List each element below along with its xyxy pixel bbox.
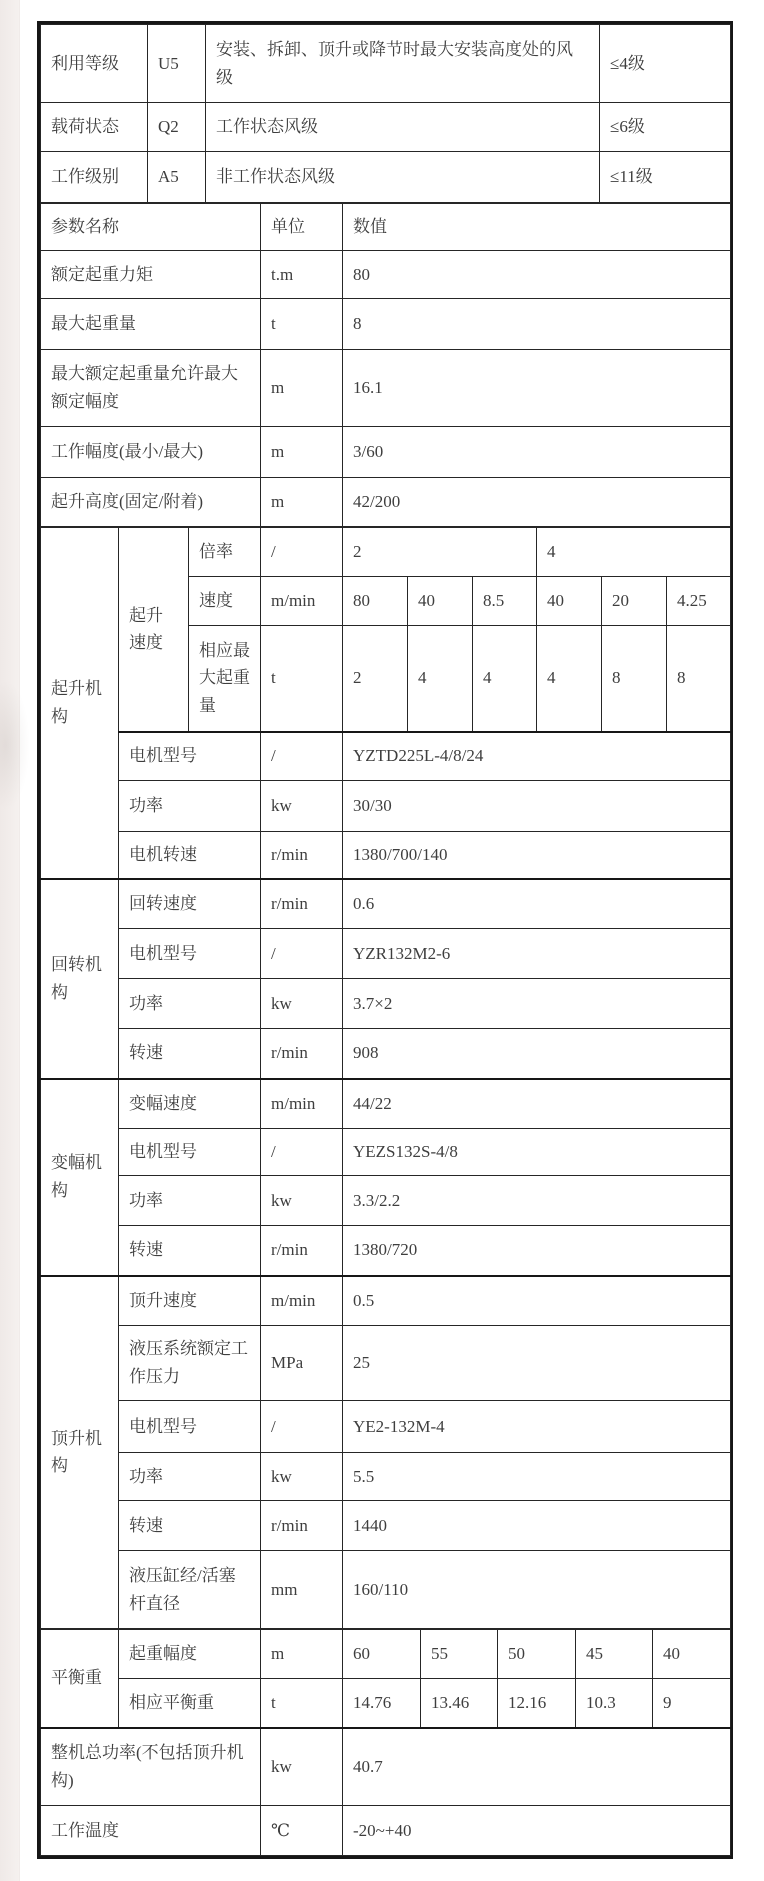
weight-value-cell: 9 bbox=[653, 1679, 731, 1728]
wind-limit-cell: ≤6级 bbox=[600, 103, 731, 152]
unit-cell: ℃ bbox=[261, 1806, 343, 1856]
speed-value-cell: 4.25 bbox=[667, 577, 731, 626]
table-row bbox=[41, 1226, 731, 1276]
param-name-cell: 工作温度 bbox=[41, 1806, 261, 1856]
unit-cell: t bbox=[261, 1679, 343, 1728]
unit-cell: kw bbox=[261, 1453, 343, 1501]
unit-cell: m bbox=[261, 478, 343, 527]
table-row bbox=[41, 478, 731, 527]
table-row bbox=[41, 832, 731, 879]
table-row bbox=[41, 25, 731, 103]
weight-value-cell: 13.46 bbox=[421, 1679, 498, 1728]
value-cell: 30/30 bbox=[343, 781, 731, 832]
value-cell: 80 bbox=[343, 251, 731, 299]
table-row bbox=[41, 1679, 731, 1728]
value-cell: -20~+40 bbox=[343, 1806, 731, 1856]
sub-param-cell: 倍率 bbox=[189, 528, 261, 577]
ratio-left-cell: 2 bbox=[343, 528, 537, 577]
weight-value-cell: 14.76 bbox=[343, 1679, 421, 1728]
table-row bbox=[41, 1501, 731, 1551]
unit-header: 单位 bbox=[261, 204, 343, 251]
param-name-cell: 功率 bbox=[119, 1176, 261, 1226]
unit-cell: kw bbox=[261, 1728, 343, 1806]
unit-cell: / bbox=[261, 528, 343, 577]
value-header: 数值 bbox=[343, 204, 731, 251]
param-name-cell: 回转速度 bbox=[119, 879, 261, 929]
load-value-cell: 2 bbox=[343, 626, 408, 732]
wind-desc-cell: 工作状态风级 bbox=[206, 103, 600, 152]
mechanisms-table bbox=[40, 527, 731, 1629]
unit-cell: m/min bbox=[261, 1276, 343, 1326]
counterweight-table bbox=[40, 1629, 731, 1856]
value-cell: 160/110 bbox=[343, 1551, 731, 1629]
table-row bbox=[41, 427, 731, 478]
ratio-right-cell: 4 bbox=[537, 528, 731, 577]
classification-label-cell: 利用等级 bbox=[41, 25, 148, 103]
weight-value-cell: 12.16 bbox=[498, 1679, 576, 1728]
unit-cell: kw bbox=[261, 781, 343, 832]
value-cell: 0.6 bbox=[343, 879, 731, 929]
unit-cell: r/min bbox=[261, 1226, 343, 1276]
value-cell: 16.1 bbox=[343, 350, 731, 427]
unit-cell: / bbox=[261, 732, 343, 781]
load-value-cell: 8 bbox=[602, 626, 667, 732]
unit-cell: m bbox=[261, 427, 343, 478]
speed-value-cell: 40 bbox=[408, 577, 473, 626]
table-row bbox=[41, 1326, 731, 1401]
param-name-cell: 液压缸经/活塞杆直径 bbox=[119, 1551, 261, 1629]
table-row bbox=[41, 1029, 731, 1079]
param-name-cell: 电机型号 bbox=[119, 1129, 261, 1176]
table-row bbox=[41, 781, 731, 832]
sub-param-cell: 速度 bbox=[189, 577, 261, 626]
radius-value-cell: 45 bbox=[576, 1630, 653, 1679]
table-row bbox=[41, 1079, 731, 1129]
radius-value-cell: 40 bbox=[653, 1630, 731, 1679]
param-name-cell: 电机型号 bbox=[119, 1401, 261, 1453]
value-cell: 0.5 bbox=[343, 1276, 731, 1326]
unit-cell: / bbox=[261, 1129, 343, 1176]
unit-cell: r/min bbox=[261, 879, 343, 929]
table-row bbox=[41, 1728, 731, 1806]
value-cell: 908 bbox=[343, 1029, 731, 1079]
unit-cell: t bbox=[261, 299, 343, 350]
hoisting-speed-group-cell: 起升速度 bbox=[119, 528, 189, 732]
table-row bbox=[41, 1453, 731, 1501]
unit-cell: / bbox=[261, 929, 343, 979]
param-name-cell: 最大额定起重量允许最大额定幅度 bbox=[41, 350, 261, 427]
param-name-cell: 工作幅度(最小/最大) bbox=[41, 427, 261, 478]
value-cell: 1380/720 bbox=[343, 1226, 731, 1276]
table-row bbox=[41, 879, 731, 929]
left-texture-band bbox=[0, 0, 20, 1881]
classification-label-cell: 载荷状态 bbox=[41, 103, 148, 152]
classification-grade-cell: U5 bbox=[148, 25, 206, 103]
param-name-cell: 功率 bbox=[119, 1453, 261, 1501]
param-name-cell: 起升高度(固定/附着) bbox=[41, 478, 261, 527]
weight-value-cell: 10.3 bbox=[576, 1679, 653, 1728]
value-cell: 3/60 bbox=[343, 427, 731, 478]
counterweight-group-cell: 平衡重 bbox=[41, 1630, 119, 1728]
table-row bbox=[41, 350, 731, 427]
param-name-cell: 相应平衡重 bbox=[119, 1679, 261, 1728]
table-row bbox=[41, 152, 731, 203]
table-row bbox=[41, 979, 731, 1029]
unit-cell: t.m bbox=[261, 251, 343, 299]
unit-cell: kw bbox=[261, 979, 343, 1029]
classification-grade-cell: Q2 bbox=[148, 103, 206, 152]
table-row bbox=[41, 732, 731, 781]
hoisting-group-cell: 起升机构 bbox=[41, 528, 119, 879]
wind-limit-cell: ≤4级 bbox=[600, 25, 731, 103]
slewing-group-cell: 回转机构 bbox=[41, 879, 119, 1079]
table-row bbox=[41, 929, 731, 979]
param-name-cell: 功率 bbox=[119, 979, 261, 1029]
radius-value-cell: 50 bbox=[498, 1630, 576, 1679]
parameters-table bbox=[40, 203, 731, 527]
classification-table bbox=[40, 24, 731, 203]
value-cell: 25 bbox=[343, 1326, 731, 1401]
unit-cell: r/min bbox=[261, 832, 343, 879]
wind-limit-cell: ≤11级 bbox=[600, 152, 731, 203]
unit-cell: m bbox=[261, 350, 343, 427]
param-name-cell: 转速 bbox=[119, 1501, 261, 1551]
table-row bbox=[41, 251, 731, 299]
classification-grade-cell: A5 bbox=[148, 152, 206, 203]
param-name-cell: 顶升速度 bbox=[119, 1276, 261, 1326]
sub-param-cell: 相应最大起重量 bbox=[189, 626, 261, 732]
table-row bbox=[41, 299, 731, 350]
unit-cell: kw bbox=[261, 1176, 343, 1226]
table-row bbox=[41, 103, 731, 152]
table-row bbox=[41, 1129, 731, 1176]
unit-cell: MPa bbox=[261, 1326, 343, 1401]
value-cell: 44/22 bbox=[343, 1079, 731, 1129]
spec-table bbox=[37, 21, 733, 1859]
table-row bbox=[41, 1401, 731, 1453]
param-name-cell: 电机转速 bbox=[119, 832, 261, 879]
classification-label-cell: 工作级别 bbox=[41, 152, 148, 203]
table-row bbox=[41, 528, 731, 577]
param-name-cell: 转速 bbox=[119, 1029, 261, 1079]
radius-value-cell: 55 bbox=[421, 1630, 498, 1679]
param-name-cell: 额定起重力矩 bbox=[41, 251, 261, 299]
radius-value-cell: 60 bbox=[343, 1630, 421, 1679]
speed-value-cell: 20 bbox=[602, 577, 667, 626]
unit-cell: t bbox=[261, 626, 343, 732]
param-name-cell: 电机型号 bbox=[119, 929, 261, 979]
param-name-cell: 功率 bbox=[119, 781, 261, 832]
value-cell: YE2-132M-4 bbox=[343, 1401, 731, 1453]
table-row bbox=[41, 1551, 731, 1629]
table-header-row bbox=[41, 204, 731, 251]
luffing-group-cell: 变幅机构 bbox=[41, 1079, 119, 1276]
wind-desc-cell: 安装、拆卸、顶升或降节时最大安装高度处的风级 bbox=[206, 25, 600, 103]
table-row bbox=[41, 1806, 731, 1856]
unit-cell: m/min bbox=[261, 577, 343, 626]
load-value-cell: 4 bbox=[408, 626, 473, 732]
unit-cell: r/min bbox=[261, 1501, 343, 1551]
load-value-cell: 4 bbox=[473, 626, 537, 732]
unit-cell: m/min bbox=[261, 1079, 343, 1129]
param-name-cell: 转速 bbox=[119, 1226, 261, 1276]
param-name-cell: 最大起重量 bbox=[41, 299, 261, 350]
param-name-cell: 液压系统额定工作压力 bbox=[119, 1326, 261, 1401]
value-cell: 42/200 bbox=[343, 478, 731, 527]
param-name-cell: 变幅速度 bbox=[119, 1079, 261, 1129]
value-cell: 1440 bbox=[343, 1501, 731, 1551]
unit-cell: r/min bbox=[261, 1029, 343, 1079]
table-row bbox=[41, 1176, 731, 1226]
value-cell: 3.3/2.2 bbox=[343, 1176, 731, 1226]
param-name-cell: 起重幅度 bbox=[119, 1630, 261, 1679]
unit-cell: m bbox=[261, 1630, 343, 1679]
value-cell: 3.7×2 bbox=[343, 979, 731, 1029]
speed-value-cell: 40 bbox=[537, 577, 602, 626]
jacking-group-cell: 顶升机构 bbox=[41, 1276, 119, 1629]
unit-cell: / bbox=[261, 1401, 343, 1453]
table-row bbox=[41, 1630, 731, 1679]
speed-value-cell: 80 bbox=[343, 577, 408, 626]
speed-value-cell: 8.5 bbox=[473, 577, 537, 626]
value-cell: 8 bbox=[343, 299, 731, 350]
value-cell: 5.5 bbox=[343, 1453, 731, 1501]
value-cell: YZTD225L-4/8/24 bbox=[343, 732, 731, 781]
unit-cell: mm bbox=[261, 1551, 343, 1629]
param-name-header: 参数名称 bbox=[41, 204, 261, 251]
table-row bbox=[41, 1276, 731, 1326]
param-name-cell: 电机型号 bbox=[119, 732, 261, 781]
load-value-cell: 8 bbox=[667, 626, 731, 732]
wind-desc-cell: 非工作状态风级 bbox=[206, 152, 600, 203]
background-smudge bbox=[0, 680, 30, 810]
value-cell: YEZS132S-4/8 bbox=[343, 1129, 731, 1176]
value-cell: 1380/700/140 bbox=[343, 832, 731, 879]
value-cell: 40.7 bbox=[343, 1728, 731, 1806]
value-cell: YZR132M2-6 bbox=[343, 929, 731, 979]
load-value-cell: 4 bbox=[537, 626, 602, 732]
param-name-cell: 整机总功率(不包括顶升机构) bbox=[41, 1728, 261, 1806]
